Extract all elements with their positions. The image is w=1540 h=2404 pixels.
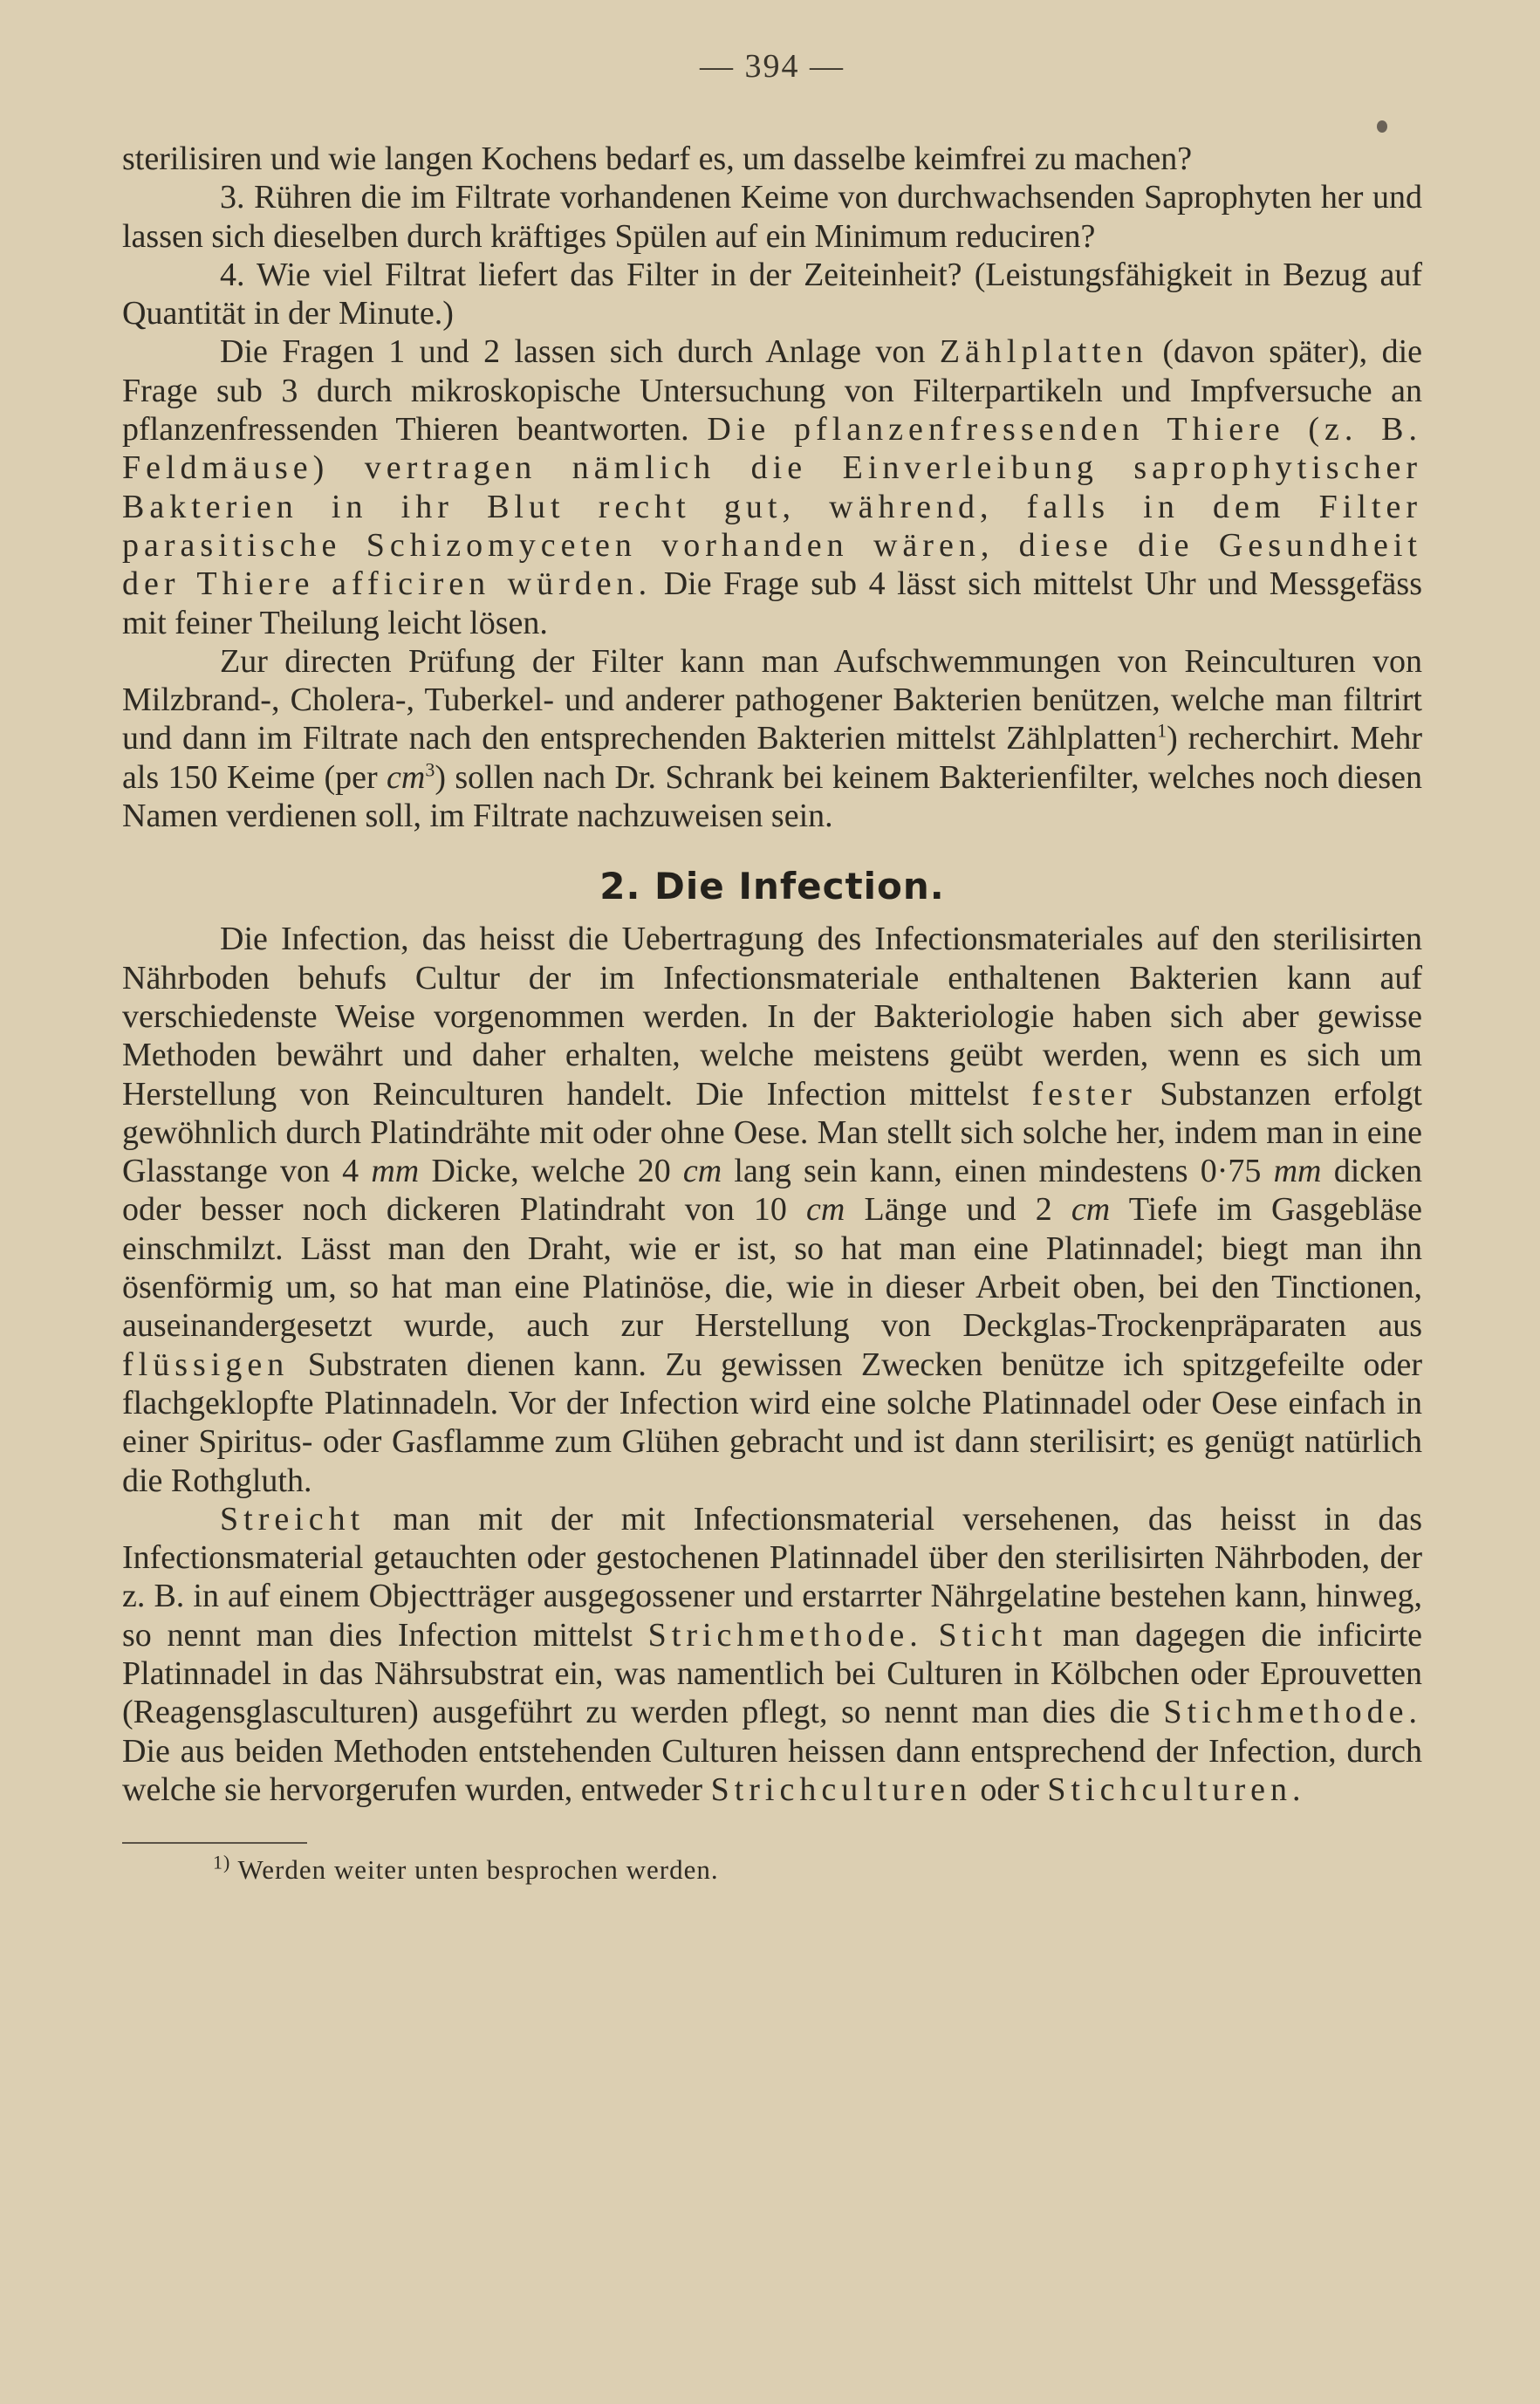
text-run: Die Frage sub 4 lässt sich mittelst Uhr und Messgefäss mit feiner Theilung leicht lösen. [122,565,1422,641]
paragraph: 4. Wie viel Filtrat liefert das Filter in der Zeiteinheit? (Leistungsfähigkeit in Bezug auf Quantität in der Minute.) [122,256,1422,332]
paragraph [122,1500,1422,1809]
section-heading: 2. Die Infection. [599,865,945,908]
text-run: ) recherchirt. Mehr als 150 Keime (per [122,720,1422,796]
ink-speck [1377,120,1387,133]
paragraph: 3. Rühren die im Filtrate vorhandenen Keime von durchwachsenden Saprophyten her und lassen sich dieselben durch kräftiges Spülen auf ein Minimum reduciren? [122,179,1422,255]
footnote-mark: 1) [213,1851,231,1873]
spaced-term: Strichculturen [710,1770,972,1808]
spaced-term: Stichmethode. [1163,1694,1422,1731]
text-run: man dagegen die inficirte Platinnadel in das Nährsubstrat ein, was namentlich bei Culturen in Kölbchen oder Eprouvetten (Reagensglasculturen) ausgeführt zu werden pflegt, so nennt man dies die [122,1616,1423,1731]
text-run: ) sollen nach Dr. Schrank bei keinem Bakterienfilter, welches noch diesen Namen verdienen soll, im Filtrate nachzuweisen sein. [122,758,1422,835]
spaced-term: Stichculturen. [1047,1770,1306,1808]
text-run: Zur directen Prüfung der Filter kann man Aufschwemmungen von Reinculturen von Milzbrand-, Cholera-, Tuberkel- und anderer pathogener Bakterien benützen, welche man filtrirt und dann im Filtrate nach den entsprechenden Bakterien mittelst Zählplatten [122,642,1422,757]
spaced-term: flüssigen [122,1346,290,1383]
text-run: (davon später), die Frage sub 3 durch mikroskopische Untersuchung von Filterpartikeln und Impfversuche an pflanzenfressenden Thieren beantworten. [122,333,1422,449]
text-run: Tiefe im Gasgebläse einschmilzt. Lässt man den Draht, wie er ist, so hat man eine Platinnadel; biegt man ihn ösenförmig um, so hat man eine Platinöse, die, wie in dieser Arbeit oben, bei den Tinctionen, auseinandergesetzt wurde, auch zur Herstellung von Deckglas-Trockenpräparaten aus [122,1191,1422,1345]
body-text [122,140,1422,1887]
text-run: Die aus beiden Methoden entstehenden Culturen heissen dann entsprechend der Infection, durch welche sie hervorgerufen wurden, entweder [122,1732,1422,1808]
text-run: Die Fragen 1 und 2 lassen sich durch Anlage von [220,333,940,371]
unit: mm [371,1153,420,1190]
paragraph: sterilisiren und wie langen Kochens bedarf es, um dasselbe keimfrei zu machen? [122,140,1193,177]
paragraph [122,920,1422,1499]
text-run: Substraten dienen kann. Zu gewissen Zwecken benütze ich spitzgefeilte oder flachgeklopfte Platinnadeln. Vor der Infection wird eine solche Platinnadel oder Oese einfach in einer Spiritus- oder Gasflamme zum Glühen gebracht und ist dann sterilisirt; es genügt natürlich die Rothgluth. [122,1346,1422,1499]
text-run: oder [971,1770,1048,1808]
unit: cm [387,758,426,796]
spaced-term: Strichmethode. [647,1616,923,1654]
unit: mm [1273,1153,1322,1190]
text-run: man mit der mit Infectionsmaterial versehenen, das heisst in das Infectionsmaterial getauchten oder gestochenen Platinnadel über den sterilisirten Nährboden, der z. B. in auf einem Objectträger ausgegossener und erstarrter Nährgelatine bestehen kann, hinweg, so nennt man dies Infection mittelst [122,1500,1422,1654]
footnote-rule [122,1842,307,1844]
text-run [923,1617,939,1654]
unit: cm [1071,1191,1111,1229]
text-run: Substanzen erfolgt gewöhnlich durch Platindrähte mit oder ohne Oese. Man stellt sich solche her, indem man in eine Glasstange von 4 [122,1075,1422,1190]
paragraph [122,332,1422,641]
text-run: lang sein kann, einen mindestens 0·75 [722,1153,1274,1190]
text-run: Die Infection, das heisst die Uebertragung des Infectionsmateriales auf den sterilisirten Nährboden behufs Cultur der im Infectionsmateriale enthaltenen Bakterien kann auf verschiedenste Weise vorgenommen werden. In der Bakteriologie haben sich aber gewisse Methoden bewährt und daher erhalten, welche meistens geübt werden, wenn es sich um Herstellung von Reinculturen handelt. Die Infection mittelst [122,921,1422,1113]
spaced-term: Sticht [938,1616,1048,1654]
page-number: — 394 — [700,48,845,85]
unit: cm [682,1153,722,1190]
text-run: Dicke, welche 20 [419,1153,683,1190]
text-run: Länge und 2 [845,1191,1071,1229]
spaced-term: Streicht [220,1500,366,1538]
footnote-ref: 1 [1157,719,1167,742]
spaced-term: Zählplatten [939,333,1148,371]
text-run: dicken oder besser noch dickeren Platindraht von 10 [122,1153,1422,1229]
footnote-text: Werden weiter unten besprochen werden. [230,1854,719,1886]
spaced-passage: Die pflanzenfressenden Thiere (z. B. Feldmäuse) vertragen nämlich die Einverleibung saprophytischer Bakterien in ihr Blut recht gut, während, falls in dem Filter parasitische Schizomyceten vorhanden wären, diese die Gesundheit der Thiere afficiren würden. [122,411,1423,603]
footnote [122,1853,1422,1887]
paragraph [122,642,1422,835]
spaced-term: fester [1031,1075,1137,1113]
exponent: 3 [425,758,435,781]
unit: cm [806,1191,845,1229]
